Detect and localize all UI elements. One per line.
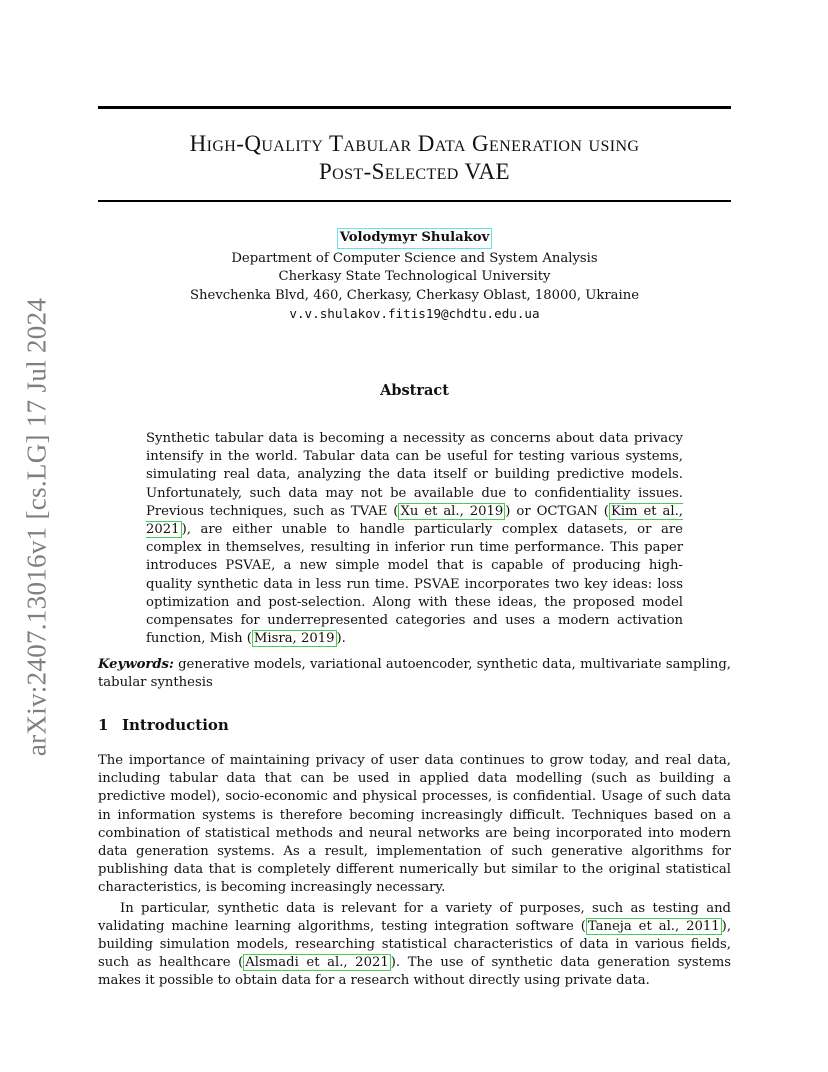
author-department: Department of Computer Science and System Analysis [231, 250, 598, 266]
keywords [98, 656, 731, 692]
abstract-text: ). [336, 631, 346, 647]
section-title: Introduction [122, 716, 229, 734]
author-email[interactable]: v.v.shulakov.fitis19@chdtu.edu.ua [289, 306, 540, 321]
author-address: Shevchenka Blvd, 460, Cherkasy, Cherkasy Oblast, 18000, Ukraine [190, 287, 639, 303]
abstract-body [146, 430, 683, 648]
citation-link[interactable]: Taneja et al., 2011 [587, 918, 720, 934]
keywords-label: Keywords: [98, 657, 174, 672]
keywords-text: generative models, variational autoencoder, synthetic data, multivariate sampling, tabular synthesis [98, 657, 731, 691]
paragraph-text: ). The use of synthetic data generation systems makes it possible to obtain data for a research without directly using private data. [98, 955, 731, 989]
abstract-heading: Abstract [380, 382, 449, 399]
paragraph-text: In particular, synthetic data is relevant for a variety of purposes, such as testing and validating machine learning algorithms, testing integration software ( [98, 900, 731, 934]
section-heading [98, 716, 229, 734]
author-university: Cherkasy State Technological University [278, 269, 551, 284]
section-number: 1 [98, 716, 109, 734]
paragraph: The importance of maintaining privacy of user data continues to grow today, and real data, including tabular data that can be used in applied data modelling (such as building a predictive model), socio-economic and physical processes, is confidential. Usage of such data in information systems is therefore becoming increasingly difficult. Techniques based on a combination of statistical methods and neural networks are being incorporated into modern data generation systems. As a result, implementation of such generative algorithms for publishing data that is completely different numerically but similar to the original statistical characteristics, is becoming increasingly necessary. [98, 753, 731, 896]
author-block [98, 228, 731, 324]
abstract-text: Synthetic tabular data is becoming a necessity as concerns about data privacy intensify in the world. Tabular data can be useful for testing various systems, simulating real data, analyzing the data itself or building predictive models. Unfortunately, such data may not be available due to confidentiality issues. Previous techniques, such as TVAE ( [146, 431, 683, 519]
abstract-text: ) or OCTGAN ( [505, 503, 609, 519]
abstract-text: ), are either unable to handle particularly complex datasets, or are complex in themselves, resulting in inferior run time performance. This paper introduces PSVAE, a new simple model that is capable of producing high-quality synthetic data in less run time. PSVAE incorporates two key ideas: loss optimization and post-selection. Along with these ideas, the proposed model compensates for underrepresented categories and uses a modern activation function, Mish ( [146, 522, 683, 647]
title-line-1: High-Quality Tabular Data Generation using [189, 131, 640, 156]
citation-link[interactable]: Xu et al., 2019 [400, 503, 504, 519]
title-rule-bottom [98, 200, 731, 202]
paper-title [98, 130, 731, 186]
introduction-body [98, 752, 731, 991]
arxiv-identifier: arXiv:2407.13016v1 [cs.LG] 17 Jul 2024 [21, 297, 52, 757]
citation-link[interactable]: Kim et al., 2021 [146, 503, 683, 538]
citation-link[interactable]: Alsmadi et al., 2021 [245, 955, 389, 971]
citation-link[interactable]: Misra, 2019 [253, 631, 335, 647]
author-name-link[interactable]: Volodymyr Shulakov [337, 228, 493, 249]
paragraph-text: ), building simulation models, researching statistical characteristics of data in various fields, such as healthcare ( [98, 918, 732, 971]
title-line-2: Post-Selected VAE [318, 159, 510, 184]
title-rule-top [98, 106, 731, 109]
paragraph [98, 900, 731, 991]
